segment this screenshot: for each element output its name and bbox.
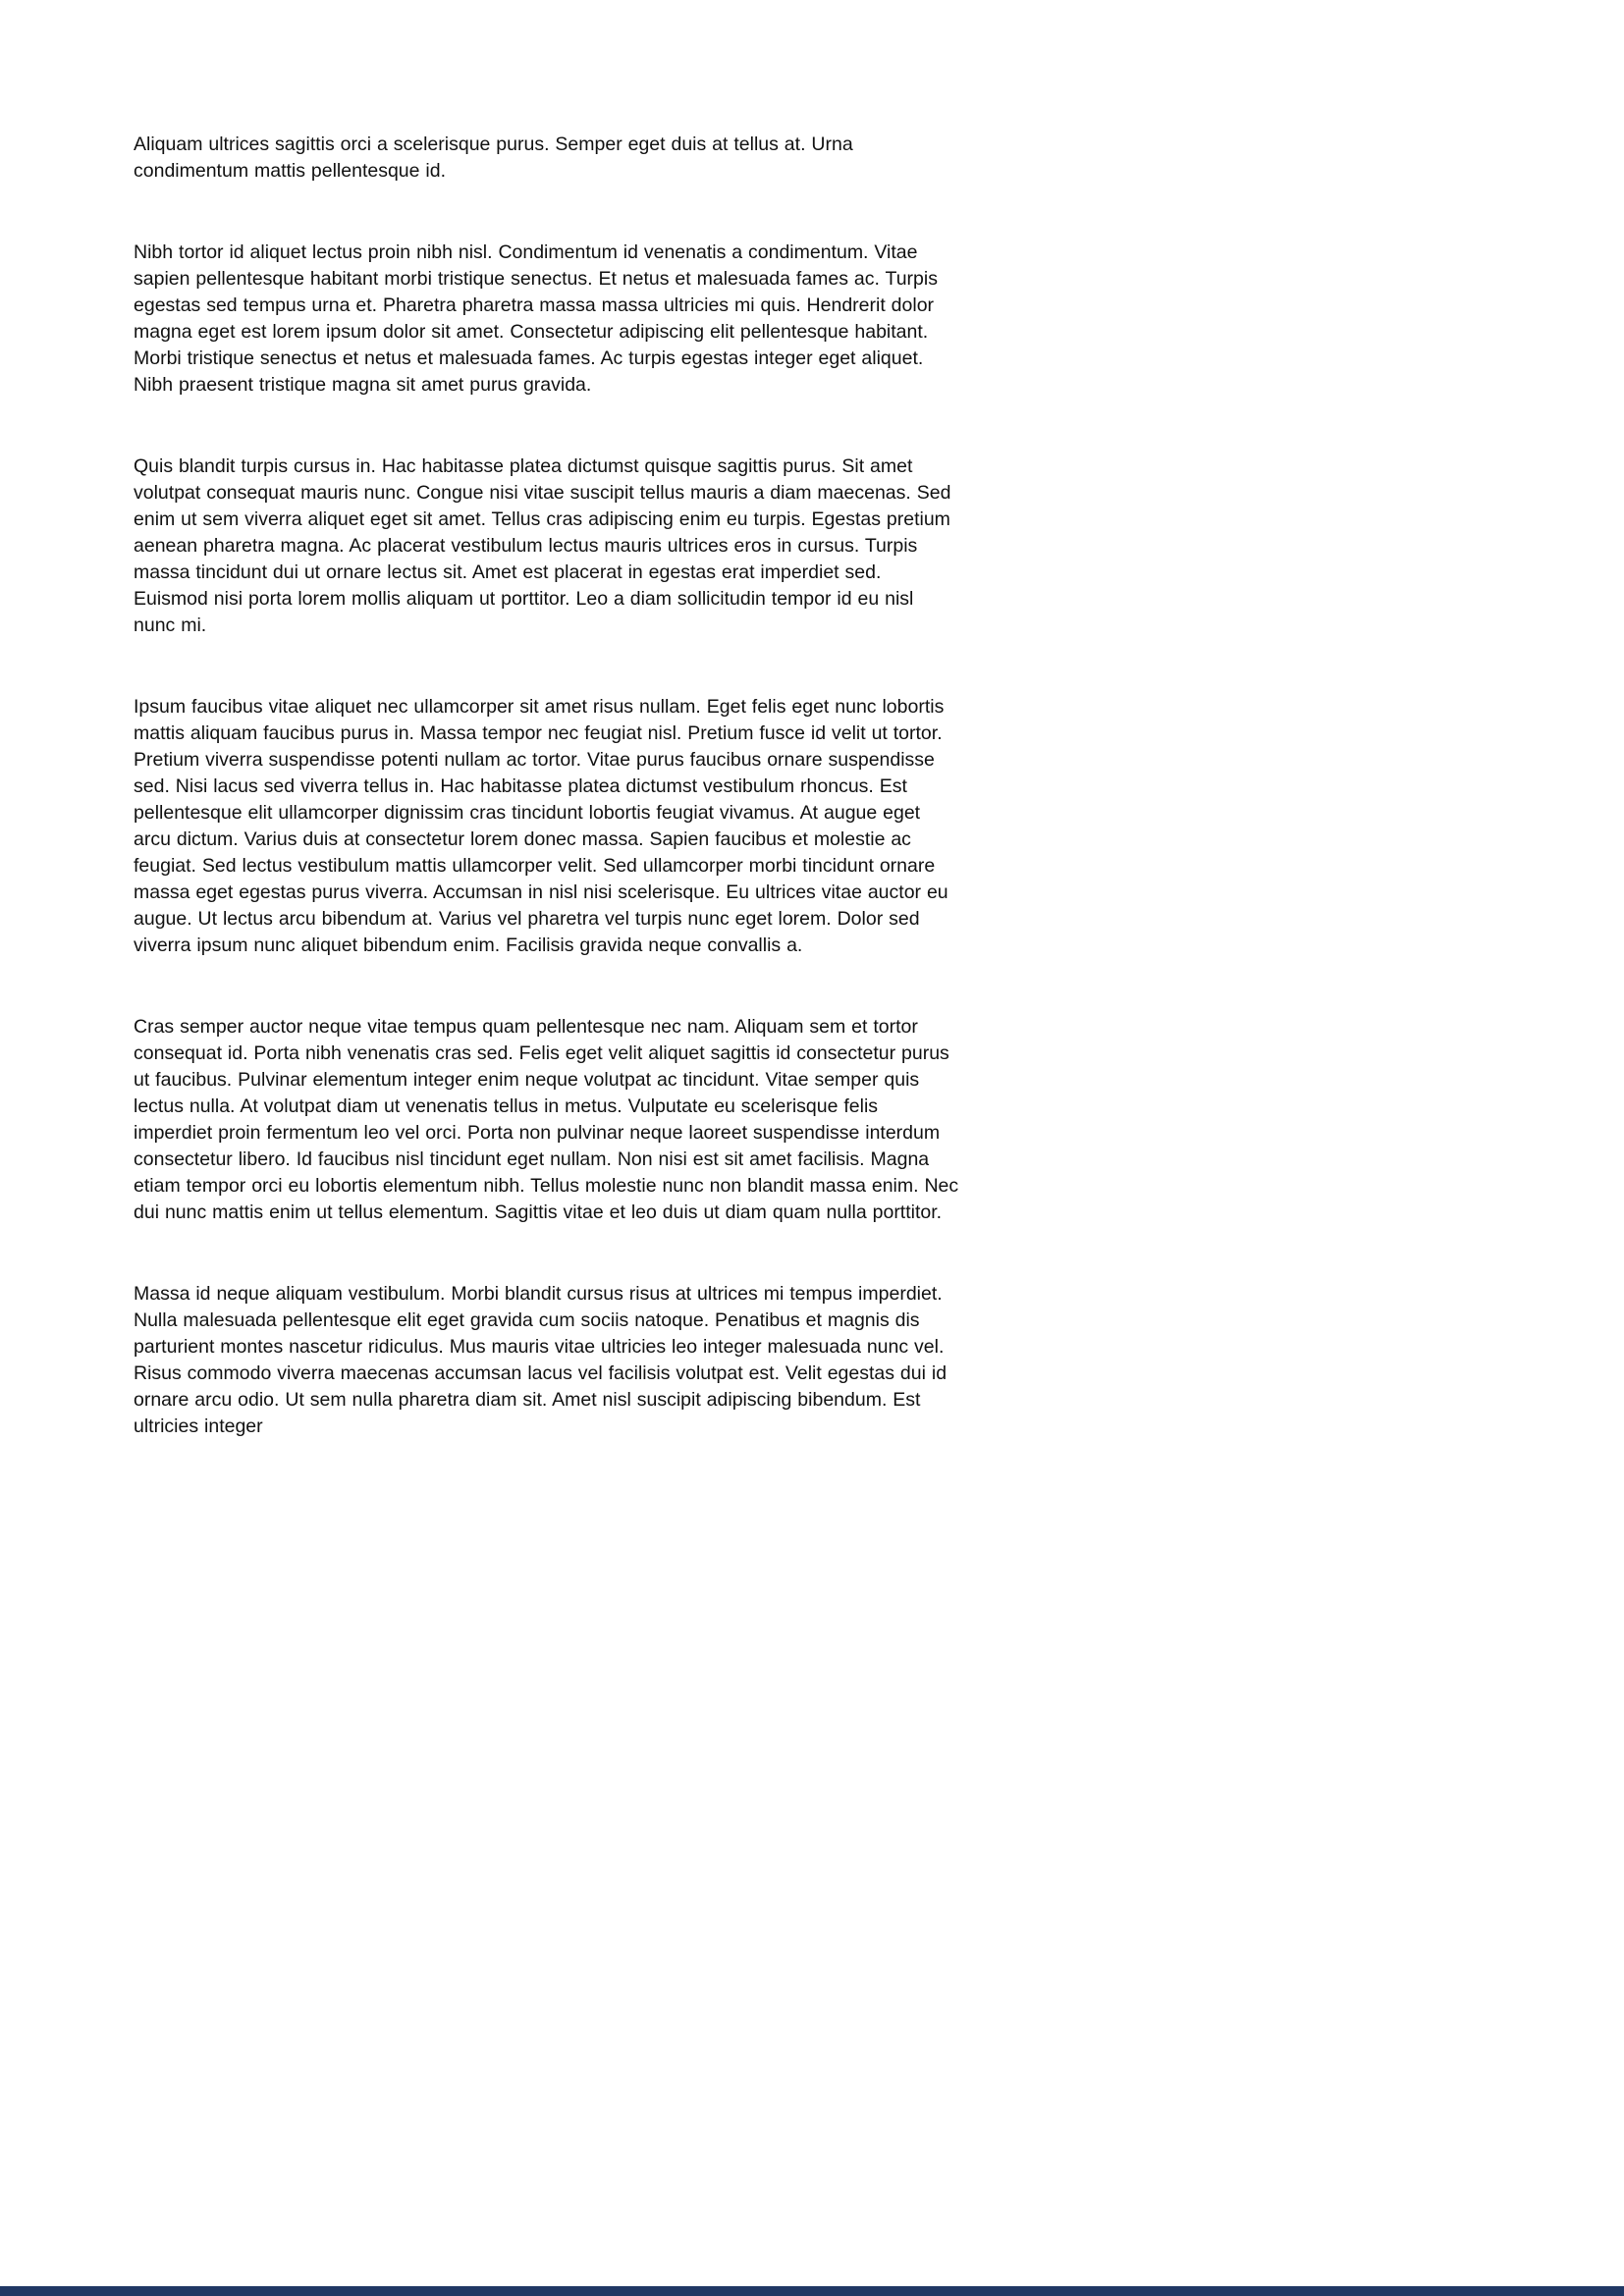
- paragraph: Quis blandit turpis cursus in. Hac habitasse platea dictumst quisque sagittis purus. Sit amet volutpat consequat mauris nunc. Congue nisi vitae suscipit tellus mauris a diam maecenas. Sed enim ut sem viverra aliquet eget sit amet. Tellus cras adipiscing enim eu turpis. Egestas pretium aenean pharetra magna. Ac placerat vestibulum lectus mauris ultrices eros in cursus. Turpis massa tincidunt dui ut ornare lectus sit. Amet est placerat in egestas erat imperdiet sed. Euismod nisi porta lorem mollis aliquam ut porttitor. Leo a diam sollicitudin tempor id eu nisl nunc mi.: [134, 455, 951, 636]
- paragraph: Nibh tortor id aliquet lectus proin nibh nisl. Condimentum id venenatis a condimentum. Vitae sapien pellentesque habitant morbi tristique senectus. Et netus et malesuada fames ac. Turpis egestas sed tempus urna et. Pharetra pharetra massa massa ultricies mi quis. Hendrerit dolor magna eget est lorem ipsum dolor sit amet. Consectetur adipiscing elit pellentesque habitant. Morbi tristique senectus et netus et malesuada fames. Ac turpis egestas integer eget aliquet. Nibh praesent tristique magna sit amet purus gravida.: [134, 241, 938, 396]
- paragraph: Ipsum faucibus vitae aliquet nec ullamcorper sit amet risus nullam. Eget felis eget nunc lobortis mattis aliquam faucibus purus in. Massa tempor nec feugiat nisl. Pretium fusce id velit ut tortor. Pretium viverra suspendisse potenti nullam ac tortor. Vitae purus faucibus ornare suspendisse sed. Nisi lacus sed viverra tellus in. Hac habitasse platea dictumst vestibulum rhoncus. Est pellentesque elit ullamcorper dignissim cras tincidunt lobortis feugiat vivamus. At augue eget arcu dictum. Varius duis at consectetur lorem donec massa. Sapien faucibus et molestie ac feugiat. Sed lectus vestibulum mattis ullamcorper velit. Sed ullamcorper morbi tincidunt ornare massa eget egestas purus viverra. Accumsan in nisl nisi scelerisque. Eu ultrices vitae auctor eu augue. Ut lectus arcu bibendum at. Varius vel pharetra vel turpis nunc eget lorem. Dolor sed viverra ipsum nunc aliquet bibendum enim. Facilisis gravida neque convallis a.: [134, 696, 948, 956]
- footer-bar: [0, 2286, 1624, 2296]
- paragraph: Aliquam ultrices sagittis orci a scelerisque purus. Semper eget duis at tellus at. Urna condimentum mattis pellentesque id.: [134, 133, 853, 182]
- paragraph: Massa id neque aliquam vestibulum. Morbi blandit cursus risus at ultrices mi tempus imperdiet. Nulla malesuada pellentesque elit eget gravida cum sociis natoque. Penatibus et magnis dis parturient montes nascetur ridiculus. Mus mauris vitae ultricies leo integer malesuada nunc vel. Risus commodo viverra maecenas accumsan lacus vel facilisis volutpat est. Velit egestas dui id ornare arcu odio. Ut sem nulla pharetra diam sit. Amet nisl suscipit adipiscing bibendum. Est ultricies integer: [134, 1283, 947, 1437]
- text-column: [134, 132, 960, 1440]
- paragraph: Cras semper auctor neque vitae tempus quam pellentesque nec nam. Aliquam sem et tortor consequat id. Porta nibh venenatis cras sed. Felis eget velit aliquet sagittis id consectetur purus ut faucibus. Pulvinar elementum integer enim neque volutpat ac tincidunt. Vitae semper quis lectus nulla. At volutpat diam ut venenatis tellus in metus. Vulputate eu scelerisque felis imperdiet proin fermentum leo vel orci. Porta non pulvinar neque laoreet suspendisse interdum consectetur libero. Id faucibus nisl tincidunt eget nullam. Non nisi est sit amet facilisis. Magna etiam tempor orci eu lobortis elementum nibh. Tellus molestie nunc non blandit massa enim. Nec dui nunc mattis enim ut tellus elementum. Sagittis vitae et leo duis ut diam quam nulla porttitor.: [134, 1016, 959, 1223]
